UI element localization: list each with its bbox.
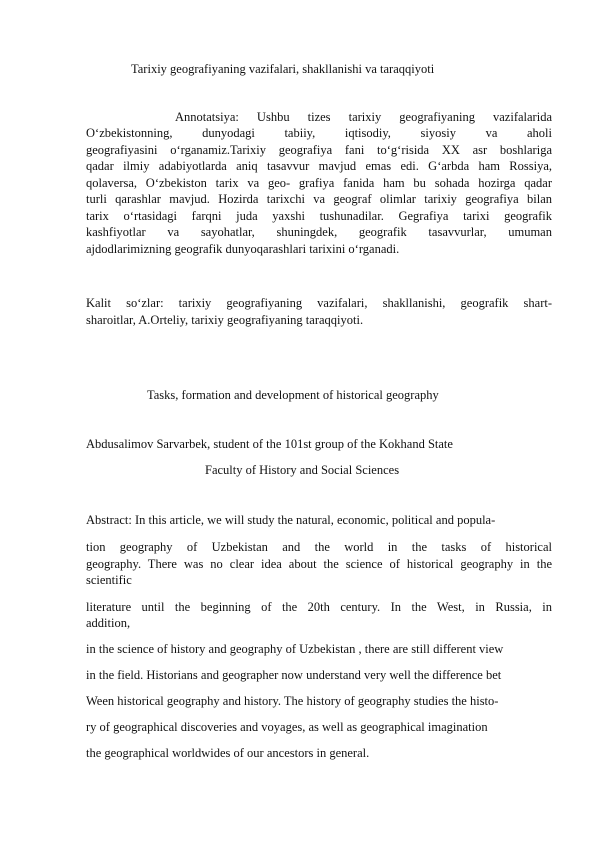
faculty-line: Faculty of History and Social Sciences [205, 463, 400, 477]
keywords-line: sharoitlar, A.Orteliy, tarixiy geografiyaning taraqqiyoti. [86, 313, 364, 327]
abstract-line: in the science of history and geography of Uzbekistan , there are still different view [86, 642, 504, 656]
abstract-line: tion geography of Uzbekistan and the world in the tasks of historical [86, 540, 552, 554]
annotation-line: geografiyasini o‘rganamiz.Tarixiy geografiya fani to‘g‘risida XX asr boshlariga [86, 143, 552, 157]
annotation-line: Annotatsiya: Ushbu tizes tarixiy geografiyaning vazifalarida [175, 110, 552, 124]
abstract-line: geography. There was no clear idea about the science of historical geography in the [86, 557, 552, 571]
annotation-line: tarix o‘rtasidagi farqni juda yaxshi tushunadilar. Gegrafiya tarixi geografik [86, 209, 552, 223]
keywords-line: Kalit so‘zlar: tarixiy geografiyaning vazifalari, shakllanishi, geografik shart- [86, 296, 552, 310]
annotation-line: qolaversa, O‘zbekiston tarix va geo- grafiya fanida ham bu sohada hozirga qadar [86, 176, 552, 190]
abstract-line: scientific [86, 573, 132, 587]
abstract-line: literature until the beginning of the 20th century. In the West, in Russia, in [86, 600, 552, 614]
annotation-line: ajdodlarimizning geografik dunyoqarashlari tarixini o‘rganadi. [86, 242, 400, 256]
annotation-line: qadar ilmiy adabiyotlarda aniq tasavvur mavjud emas edi. G‘arbda ham Rossiya, [86, 159, 552, 173]
abstract-line: the geographical worldwides of our ancestors in general. [86, 746, 370, 760]
annotation-line: turli qarashlar mavjud. Hozirda tarixchi va geograf olimlar tarixiy geografiya bilan [86, 192, 552, 206]
abstract-line: addition, [86, 616, 131, 630]
annotation-line: kashfiyotlar va sayohatlar, shuningdek, geografik tasavvurlar, umuman [86, 225, 552, 239]
abstract-line: in the field. Historians and geographer now understand very well the difference bet [86, 668, 502, 682]
abstract-line: Abstract: In this article, we will study the natural, economic, political and popula- [86, 513, 496, 527]
abstract-line: Ween historical geography and history. The history of geography studies the histo- [86, 694, 499, 708]
abstract-line: ry of geographical discoveries and voyages, as well as geographical imagination [86, 720, 488, 734]
annotation-line: O‘zbekistonning, dunyodagi tabiiy, iqtisodiy, siyosiy va aholi [86, 126, 552, 140]
author-line: Abdusalimov Sarvarbek, student of the 101st group of the Kokhand State [86, 437, 453, 451]
uzbek-title: Tarixiy geografiyaning vazifalari, shakllanishi va taraqqiyoti [131, 62, 435, 76]
english-title: Tasks, formation and development of historical geography [147, 388, 439, 402]
